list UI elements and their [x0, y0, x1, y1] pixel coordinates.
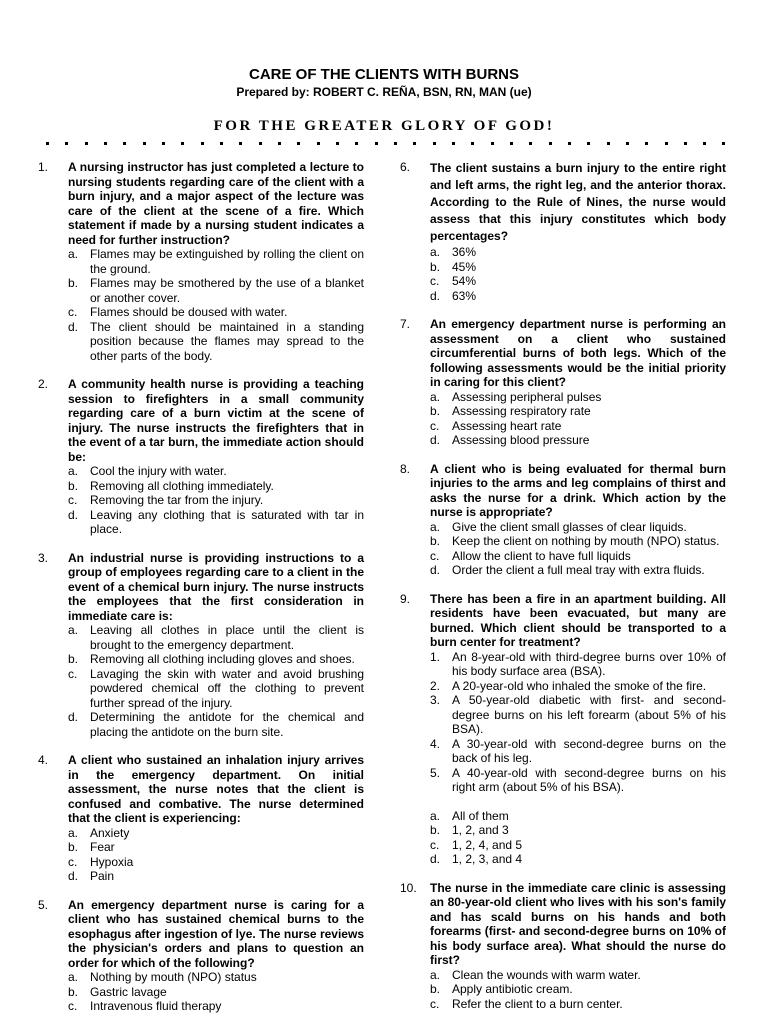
answer-option [68, 667, 364, 711]
option-label: a. [68, 623, 79, 637]
answer-option [68, 826, 364, 841]
question [400, 462, 726, 578]
question-body [68, 551, 364, 740]
item-label: 1. [430, 649, 441, 664]
divider-dot [722, 142, 725, 145]
divider-dot [355, 142, 358, 145]
option-label: b. [68, 984, 79, 999]
option-label: c. [68, 493, 78, 507]
divider-dot [645, 142, 648, 145]
option-label: b. [430, 404, 441, 418]
option-label: a. [430, 245, 441, 259]
divider-dot [433, 142, 436, 145]
question [38, 377, 364, 537]
answer-option [430, 390, 726, 405]
divider-dot [626, 142, 629, 145]
answer-option [430, 549, 726, 564]
numbered-item [430, 650, 726, 679]
answer-option [430, 809, 726, 824]
option-text: Refer the client to a burn center. [452, 996, 623, 1011]
item-text: A 50-year-old diabetic with first- and second-degree burns on his left forearm (about 5% of his BSA). [452, 693, 726, 736]
option-text: Flames may be smothered by the use of a blanket or another cover. [90, 276, 364, 305]
divider-dot [162, 142, 165, 145]
answer-option [68, 320, 364, 364]
option-text: Order the client a full meal tray with extra fluids. [452, 563, 705, 577]
answer-option [430, 433, 726, 448]
divider-dot [491, 142, 494, 145]
option-text: Apply antibiotic cream. [452, 982, 573, 996]
question-stem: An industrial nurse is providing instructions to a group of employees regarding care to a client in the event of a chemical burn injury. The nurse instructs the employees that the first consideration in immediate care is: [68, 550, 364, 623]
answer-option [430, 852, 726, 867]
question-body [430, 160, 726, 303]
option-label: d. [430, 433, 441, 447]
option-text: Flames may be extinguished by rolling the client on the ground. [90, 247, 364, 276]
option-text: Hypoxia [90, 854, 134, 869]
option-text: Removing all clothing including gloves and shoes. [90, 652, 355, 666]
option-label: b. [430, 534, 441, 548]
option-label: c. [68, 666, 78, 681]
divider-dot [510, 142, 513, 145]
option-text: Assessing blood pressure [452, 433, 590, 447]
option-label: d. [430, 852, 441, 866]
item-text: An 8-year-old with third-degree burns over 10% of his body surface area (BSA). [452, 649, 726, 678]
option-text: Leaving any clothing that is saturated with tar in place. [90, 507, 364, 536]
divider-dot [607, 142, 610, 145]
divider-dot [317, 142, 320, 145]
answer-option [68, 710, 364, 739]
answer-option [430, 419, 726, 434]
question-stem: A nursing instructor has just completed a lecture to nursing students regarding care of the client with a burn injury, and a major aspect of the lecture was care of the client at the scene of a fire. Which statement if made by a nursing student indicates a need for further instruction? [68, 160, 364, 247]
question-number: 6. [400, 160, 411, 174]
answer-option [68, 869, 364, 884]
question-stem: A community health nurse is providing a teaching session to firefighters in a small community regarding care of a burn victim at the scene of injury. The nurse instructs the firefighters that in the event of a tar burn, the immediate action should be: [68, 377, 364, 464]
divider-dot [413, 142, 416, 145]
option-text: All of them [452, 808, 509, 823]
option-text: Give the client small glasses of clear liquids. [452, 519, 687, 534]
dotted-divider [46, 139, 726, 147]
option-text: 36% [452, 245, 477, 259]
answer-option [430, 260, 726, 275]
item-label: 5. [430, 765, 441, 780]
spacer [430, 795, 726, 809]
answer-option [430, 823, 726, 838]
divider-dot [278, 142, 281, 145]
question-body [68, 898, 364, 1014]
question-number: 7. [400, 317, 411, 331]
option-text: Intravenous fluid therapy [90, 999, 222, 1013]
motto: FOR THE GREATER GLORY OF GOD! [213, 118, 555, 134]
item-label: 3. [430, 693, 441, 707]
option-label: b. [430, 259, 441, 274]
divider-dot [297, 142, 300, 145]
option-label: c. [430, 548, 440, 563]
question-body [430, 462, 726, 578]
question [38, 551, 364, 740]
question [400, 317, 726, 448]
question [400, 160, 726, 303]
question-stem: An emergency department nurse is performing an assessment on a client who sustained circumferential burns of both legs. Which of the following assessments would be the initial priority in caring for this client? [430, 317, 726, 389]
answer-option [430, 245, 726, 260]
option-label: d. [430, 288, 441, 303]
answer-option [68, 840, 364, 855]
answer-option [430, 968, 726, 983]
divider-dot [123, 142, 126, 145]
page-title: CARE OF THE CLIENTS WITH BURNS [249, 66, 519, 83]
question-body [68, 160, 364, 363]
divider-dot [549, 142, 552, 145]
option-text: Keep the client on nothing by mouth (NPO) status. [452, 534, 720, 548]
item-text: A 40-year-old with second-degree burns on his right arm (about 5% of his BSA). [452, 765, 726, 794]
option-label: c. [430, 418, 440, 433]
answer-option [430, 982, 726, 997]
option-label: c. [430, 274, 440, 288]
question [38, 753, 364, 884]
option-text: Nothing by mouth (NPO) status [90, 970, 257, 984]
numbered-item [430, 737, 726, 766]
answer-option [68, 464, 364, 479]
question-stem: A client who sustained an inhalation injury arrives in the emergency department. On initial assessment, the nurse notes that the client is confused and combative. The nurse determined that the client is experiencing: [68, 753, 364, 825]
question-number: 2. [38, 377, 49, 391]
option-label: b. [68, 478, 79, 493]
item-text: A 20-year-old who inhaled the smoke of the fire. [452, 678, 707, 693]
option-label: a. [430, 808, 441, 823]
option-text: Anxiety [90, 825, 130, 840]
divider-dot [85, 142, 88, 145]
option-text: Gastric lavage [90, 984, 167, 999]
divider-dot [703, 142, 706, 145]
question-number: 4. [38, 753, 49, 767]
answer-option [430, 534, 726, 549]
option-text: 63% [452, 288, 477, 303]
option-text: 1, 2, 4, and 5 [452, 837, 523, 852]
divider-dot [684, 142, 687, 145]
option-label: a. [430, 519, 441, 534]
option-label: a. [430, 389, 441, 404]
option-text: Fear [90, 840, 115, 854]
answer-option [68, 493, 364, 508]
option-text: 45% [452, 259, 477, 274]
answer-option [68, 999, 364, 1014]
divider-dot [259, 142, 262, 145]
question-number: 3. [38, 550, 49, 565]
option-text: Assessing peripheral pulses [452, 389, 602, 404]
answer-option [430, 520, 726, 535]
item-label: 2. [430, 678, 441, 693]
item-label: 4. [430, 736, 441, 751]
question-body [430, 317, 726, 448]
answer-option [68, 855, 364, 870]
divider-dot [104, 142, 107, 145]
question [38, 898, 364, 1014]
answer-option [68, 970, 364, 985]
option-label: d. [430, 563, 441, 577]
option-label: c. [68, 854, 78, 869]
option-text: 54% [452, 274, 477, 288]
option-text: Pain [90, 869, 115, 883]
answer-option [68, 623, 364, 652]
divider-dot [529, 142, 532, 145]
answer-option [430, 838, 726, 853]
question-number: 5. [38, 897, 49, 912]
option-text: Allow the client to have full liquids [452, 548, 631, 563]
option-text: Lavaging the skin with water and avoid brushing powdered chemical off the clothing to prevent further spread of the injury. [90, 666, 364, 710]
divider-dot [65, 142, 68, 145]
option-label: a. [68, 247, 79, 261]
divider-dot [587, 142, 590, 145]
answer-option [68, 652, 364, 667]
answer-option [430, 997, 726, 1012]
divider-dot [471, 142, 474, 145]
divider-dot [220, 142, 223, 145]
option-text: Cool the injury with water. [90, 464, 227, 478]
divider-dot [665, 142, 668, 145]
option-label: a. [68, 970, 79, 984]
option-label: c. [430, 996, 440, 1011]
numbered-item [430, 693, 726, 737]
option-text: Clean the wounds with warm water. [452, 967, 641, 982]
option-label: c. [430, 837, 440, 852]
author-line: Prepared by: ROBERT C. REÑA, BSN, RN, MAN (ue) [236, 85, 532, 99]
answer-option [68, 508, 364, 537]
option-text: Assessing respiratory rate [452, 404, 591, 418]
option-text: The client should be maintained in a standing position because the flames may spread to the other parts of the body. [90, 319, 364, 363]
answer-option [430, 274, 726, 289]
option-label: a. [68, 464, 79, 478]
answer-option [68, 985, 364, 1000]
question-number: 9. [400, 591, 411, 606]
divider-dot [336, 142, 339, 145]
option-label: d. [68, 869, 79, 883]
answer-option [68, 247, 364, 276]
question-stem: The client sustains a burn injury to the entire right and left arms, the right leg, and the anterior thorax. According to the Rule of Nines, the nurse would assess that this injury constitutes which body percentages? [430, 161, 726, 243]
item-text: A 30-year-old with second-degree burns on the back of his leg. [452, 736, 726, 765]
option-text: Flames should be doused with water. [90, 305, 288, 319]
numbered-item [430, 766, 726, 795]
divider-dot [201, 142, 204, 145]
answer-option [68, 276, 364, 305]
option-label: a. [430, 967, 441, 982]
option-label: c. [68, 999, 78, 1013]
option-label: b. [430, 982, 441, 996]
option-label: d. [68, 319, 79, 334]
option-label: b. [430, 823, 441, 837]
option-text: Determining the antidote for the chemical and placing the antidote on the burn site. [90, 710, 364, 739]
option-label: a. [68, 825, 79, 840]
option-label: b. [68, 276, 79, 290]
numbered-item [430, 679, 726, 694]
answer-option [68, 479, 364, 494]
divider-dot [239, 142, 242, 145]
divider-dot [568, 142, 571, 145]
divider-dot [452, 142, 455, 145]
question-stem: A client who is being evaluated for thermal burn injuries to the arms and leg complains of thirst and asks the nurse for a drink. Which action by the nurse is appropriate? [430, 461, 726, 519]
option-label: d. [68, 710, 79, 724]
question-body [68, 377, 364, 537]
option-label: d. [68, 507, 79, 522]
question-stem: The nurse in the immediate care clinic is assessing an 80-year-old client who lives with his son's family and has scald burns on his hands and both forearms (first- and second-degree burns on 10% of his body surface area). What should the nurse do first? [430, 880, 726, 967]
divider-dot [46, 142, 49, 145]
question-body [430, 881, 726, 1012]
option-label: c. [68, 305, 78, 319]
option-text: 1, 2, and 3 [452, 823, 509, 837]
option-text: Removing all clothing immediately. [90, 478, 274, 493]
question [400, 881, 726, 1012]
option-label: b. [68, 652, 79, 666]
question-number: 8. [400, 461, 411, 476]
question-body [68, 753, 364, 884]
question-stem: There has been a fire in an apartment building. All residents have been evacuated, but many are burned. Which client should be transported to a burn center for treatment? [430, 591, 726, 649]
question-stem: An emergency department nurse is caring for a client who has sustained chemical burns to the esophagus after ingestion of lye. The nurse reviews the physician's orders and plans to question an order for which of the following? [68, 897, 364, 970]
divider-dot [181, 142, 184, 145]
divider-dot [375, 142, 378, 145]
right-column [400, 160, 726, 1025]
question-body [430, 592, 726, 867]
question [400, 592, 726, 867]
answer-option [430, 289, 726, 304]
answer-option [430, 563, 726, 578]
option-text: 1, 2, 3, and 4 [452, 852, 523, 866]
divider-dot [143, 142, 146, 145]
answer-option [68, 305, 364, 320]
document-header [0, 66, 768, 135]
option-text: Removing the tar from the injury. [90, 493, 264, 507]
question-number: 10. [400, 880, 417, 895]
option-text: Assessing heart rate [452, 418, 562, 433]
option-text: Leaving all clothes in place until the client is brought to the emergency department. [90, 623, 364, 652]
question [38, 160, 364, 363]
left-column [38, 160, 364, 1028]
divider-dot [394, 142, 397, 145]
option-label: b. [68, 840, 79, 854]
question-number: 1. [38, 160, 49, 174]
answer-option [430, 404, 726, 419]
